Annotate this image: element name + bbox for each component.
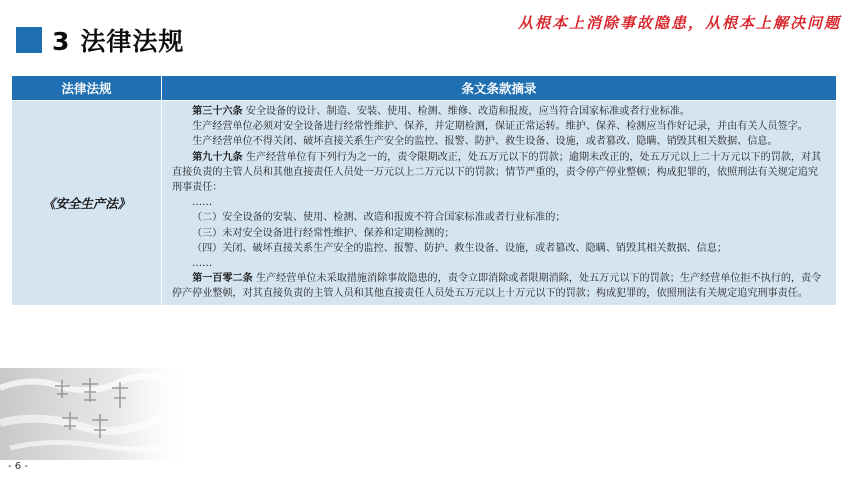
table-header-row <box>12 76 837 101</box>
section-number: 3 <box>52 27 71 56</box>
section-title: 法律法规 <box>80 27 185 56</box>
article-number: 第三十六条 <box>192 106 243 117</box>
title-accent-square <box>16 27 42 53</box>
page-number: - 6 - <box>8 461 28 472</box>
laws-table <box>11 75 837 306</box>
safety-slogan: 从根本上消除事故隐患，从根本上解决问题 <box>517 14 841 32</box>
list-item: …… <box>192 197 213 209</box>
list-item: （四）关闭、破坏直接关系生产安全的监控、报警、防护、救生设备、设施，或者篡改、隐瞒、销毁其相关数据、信息； <box>192 242 727 254</box>
article-number: 第一百零二条 <box>192 273 253 285</box>
list-item: （二）安全设备的安装、使用、检测、改造和报废不符合国家标准或者行业标准的； <box>192 212 566 224</box>
ink-texture-icon <box>0 368 195 460</box>
header-law: 法律法规 <box>12 76 162 101</box>
article-paragraph: 生产经营单位不得关闭、破坏直接关系生产安全的监控、报警、防护、救生设备、设施，或者篡改、隐瞒、销毁其相关数据、信息。 <box>192 136 778 148</box>
table-row <box>12 101 837 306</box>
header-excerpt: 条文条款摘录 <box>162 76 837 101</box>
law-name-cell: 《安全生产法》 <box>12 101 162 306</box>
list-item: …… <box>192 258 213 270</box>
article-number: 第九十九条 <box>192 151 243 163</box>
article-paragraph: 第三十六条 安全设备的设计、制造、安装、使用、检测、维修、改造和报废，应当符合国家标准或者行业标准。 <box>192 106 690 117</box>
list-item: （三）未对安全设备进行经常性维护、保养和定期检测的； <box>192 227 455 239</box>
article-paragraph: 第九十九条 生产经营单位有下列行为之一的，责令限期改正，处五万元以下的罚款；逾期未改正的，处五万元以上二十万元以下的罚款，对其直接负责的主管人员和其他直接责任人员处一万元以上二万元以下的罚款；情节严重的，责令停产停业整顿；构成犯罪的，依照刑法有关规定追究刑事责任： <box>172 151 822 194</box>
page-title <box>52 22 184 58</box>
excerpt-cell <box>162 101 837 306</box>
article-paragraph: 第一百零二条 生产经营单位未采取措施消除事故隐患的，责令立即消除或者限期消除，处五万元以下的罚款；生产经营单位拒不执行的，责令停产停业整顿，对其直接负责的主管人员和其他直接责任人员处五万元以上十万元以下的罚款；构成犯罪的，依照刑法有关规定追究刑事责任。 <box>172 273 822 300</box>
decorative-ink-art <box>0 368 195 460</box>
article-paragraph: 生产经营单位必须对安全设备进行经常性维护、保养，并定期检测，保证正常运转。维护、保养、检测应当作好记录，并由有关人员签字。 <box>192 121 808 133</box>
